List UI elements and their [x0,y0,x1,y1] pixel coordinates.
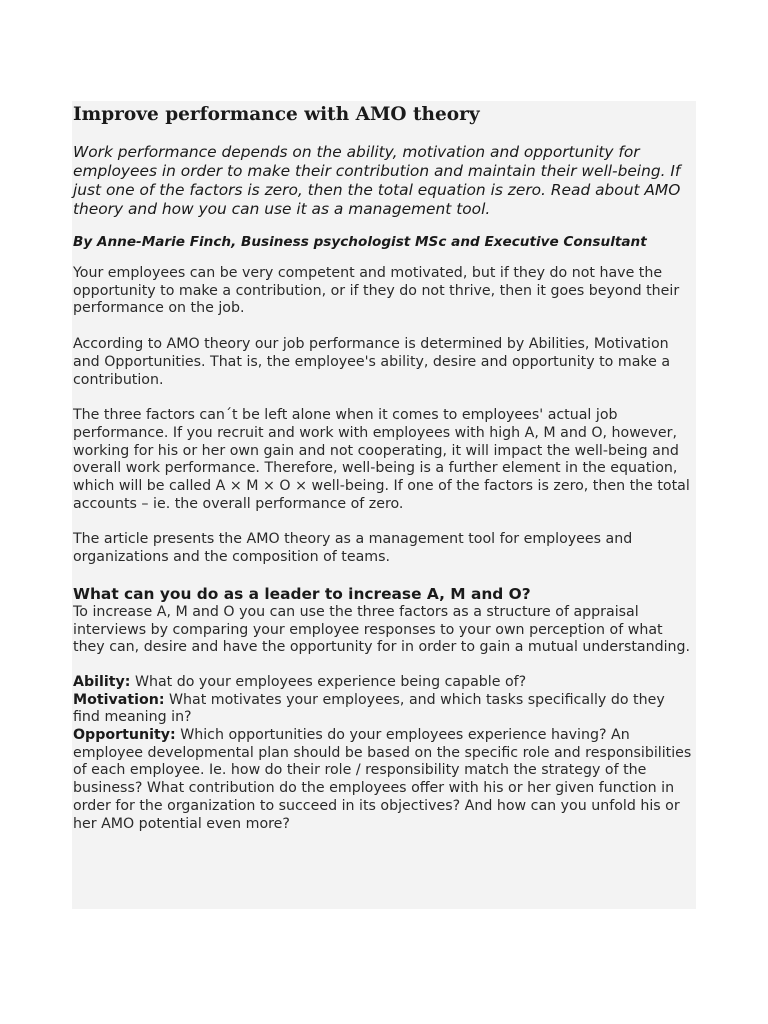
definition-list [73,674,695,833]
definition-ability [73,674,695,692]
definition-text: Which opportunities do your employees experience having? An employee developmental plan should be based on the specific role and responsibilities of each employee. Ie. how do their role / responsibility match the strategy of the business? What contribution do the employees offer with his or her given function in order for the organization to succeed in its objectives? And how can you unfold his or her AMO potential even more? [73,727,692,832]
body-paragraph: Your employees can be very competent and motivated, but if they do not have the opportunity to make a contribution, or if they do not thrive, then it goes beyond their performance on the job. [73,265,680,317]
body-paragraph: The article presents the AMO theory as a management tool for employees and organizations and the composition of teams. [73,531,633,566]
section-paragraph: To increase A, M and O you can use the three factors as a structure of appraisal interviews by comparing your employee responses to your own perception of what they can, desire and have the opportunity for in order to gain a mutual understanding. [73,603,691,656]
definition-text: What motivates your employees, and which tasks specifically do they find meaning in? [73,691,665,726]
definition-motivation [73,692,695,727]
article-byline: By Anne-Marie Finch, Business psychologist MSc and Executive Consultant [73,234,647,250]
definition-text: What do your employees experience being capable of? [134,673,527,690]
body-paragraph: According to AMO theory our job performance is determined by Abilities, Motivation and Opportunities. That is, the employee's ability, desire and opportunity to make a contribution. [73,336,671,388]
definition-term: Opportunity: [73,727,176,744]
definition-term: Motivation: [73,691,165,708]
article [73,103,695,833]
body-paragraph: The three factors can´t be left alone when it comes to employees' actual job performance. If you recruit and work with employees with high A, M and O, however, working for his or her own gain and not cooperating, it will impact the well-being and overall work performance. Therefore, well-being is a further element in the equation, which will be called A × M × O × well-being. If one of the factors is zero, then the total accounts – ie. the overall performance of zero. [73,407,690,512]
definition-term: Ability: [73,673,131,690]
definition-opportunity [73,727,695,833]
article-title: Improve performance with AMO theory [73,104,480,125]
section-heading: What can you do as a leader to increase A, M and O? [73,584,531,603]
article-lead: Work performance depends on the ability, motivation and opportunity for employees in order to make their contribution and maintain their well-being. If just one of the factors is zero, then the total equation is zero. Read about AMO theory and how you can use it as a management tool. [73,143,681,218]
